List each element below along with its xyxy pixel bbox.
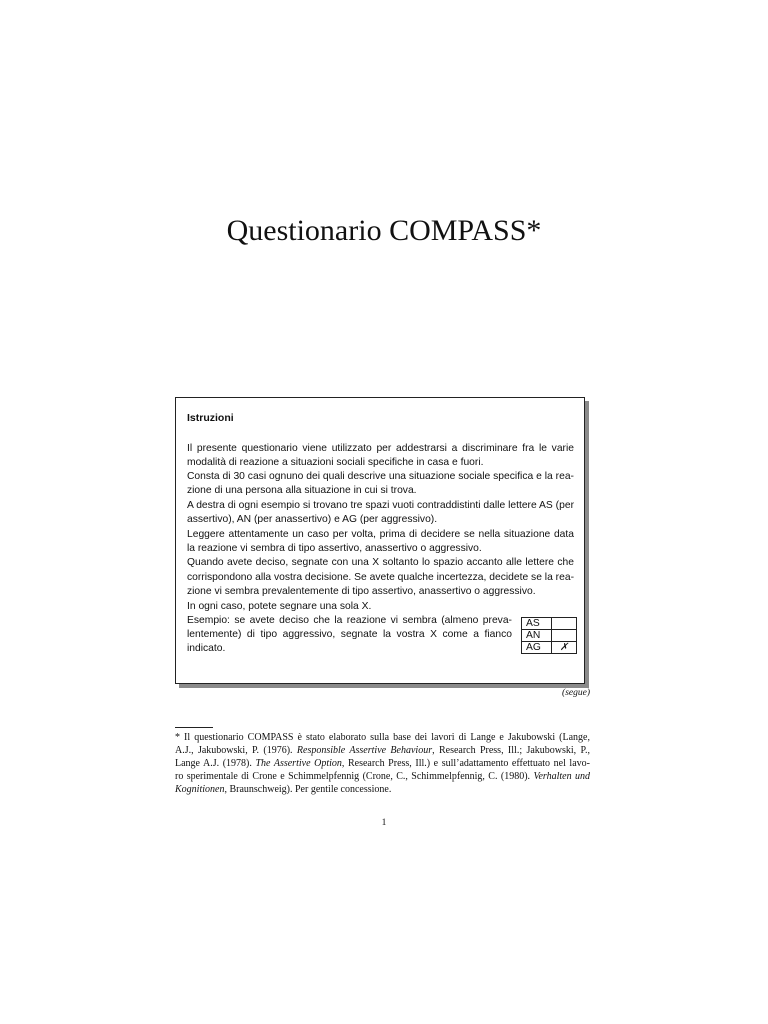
instructions-line: Esempio: se avete deciso che la reazione vi sembra (almeno preva- (187, 615, 512, 626)
instructions-line: zione vi sembra prevalentemente di tipo assertivo, anassertivo o aggressivo. (187, 586, 536, 597)
footnote-line (175, 783, 590, 796)
page-number: 1 (381, 818, 387, 828)
instructions-line: lentemente) di tipo aggressivo, segnate la vostra X come a fianco (187, 629, 512, 640)
footnote-line (175, 744, 590, 757)
instructions-line: Consta di 30 casi ognuno dei quali descrive una situazione sociale specifica e la rea- (187, 471, 574, 482)
footnote-citation-title: Responsible Assertive Behaviour (296, 745, 433, 756)
page-title: Questionario COMPASS* (226, 214, 542, 247)
instructions-heading: Istruzioni (187, 412, 234, 424)
footnote-text: , Braunschweig). Per gentile concessione. (224, 784, 392, 795)
instructions-line: Leggere attentamente un caso per volta, prima di decidere se nella situazione data (187, 529, 574, 540)
answer-checkbox-marked[interactable]: ✗ (552, 642, 577, 654)
footnote-text: , Research Press, Ill.) e sull’adattamento effettuato nel lavo- (341, 758, 590, 769)
instructions-line: modalità di reazione a situazioni sociali specifiche in casa e fuori. (187, 457, 484, 468)
instructions-line: indicato. (187, 643, 226, 654)
answer-label: AG (522, 642, 552, 654)
answer-checkbox[interactable] (552, 618, 577, 630)
footnote-text: A.J., Jakubowski, P. (1976). (175, 745, 297, 756)
footnote-line: * Il questionario COMPASS è stato elaborato sulla base dei lavori di Lange e Jakubowski (Lange, (175, 732, 590, 743)
footnote-line (175, 770, 590, 783)
instructions-line: In ogni caso, potete segnare una sola X. (187, 601, 372, 612)
answer-label: AS (522, 618, 552, 630)
instructions-line: zione di una persona alla situazione in cui si trova. (187, 485, 417, 496)
example-answer-table (521, 617, 577, 654)
answer-label: AN (522, 630, 552, 642)
footnote-text: , Research Press, Ill.; Jakubowski, P., (432, 745, 590, 756)
answer-row-an (522, 630, 577, 642)
footnote-line (175, 757, 590, 770)
footnote-text: Lange A.J. (1978). (175, 758, 256, 769)
footnote-citation-title: Verhalten und (533, 771, 590, 782)
footnote-citation-title: The Assertive Option (255, 758, 342, 769)
instructions-line: corrispondono alla vostra decisione. Se avete qualche incertezza, decidete se la rea- (187, 572, 574, 583)
answer-checkbox[interactable] (552, 630, 577, 642)
instructions-line: la reazione vi sembra di tipo assertivo, anassertivo o aggressivo. (187, 543, 482, 554)
instructions-box (175, 397, 585, 684)
instructions-line: Quando avete deciso, segnate con una X soltanto lo spazio accanto alle lettere che (187, 557, 574, 568)
instructions-line: Il presente questionario viene utilizzato per addestrarsi a discriminare fra le varie (187, 443, 574, 454)
answer-row-as (522, 618, 577, 630)
answer-row-ag (522, 642, 577, 654)
footnote-citation-title: Kognitionen (175, 784, 225, 795)
continued-note: (segue) (562, 688, 590, 698)
instructions-line: A destra di ogni esempio si trovano tre spazi vuoti contraddistinti dalle lettere AS (per (187, 500, 574, 511)
footnote-rule (175, 727, 213, 728)
footnote-text: ro sperimentale di Crone e Schimmelpfennig (Crone, C., Schimmelpfennig, C. (1980). (175, 771, 534, 782)
instructions-line: assertivo), AN (per anassertivo) e AG (per aggressivo). (187, 514, 438, 525)
